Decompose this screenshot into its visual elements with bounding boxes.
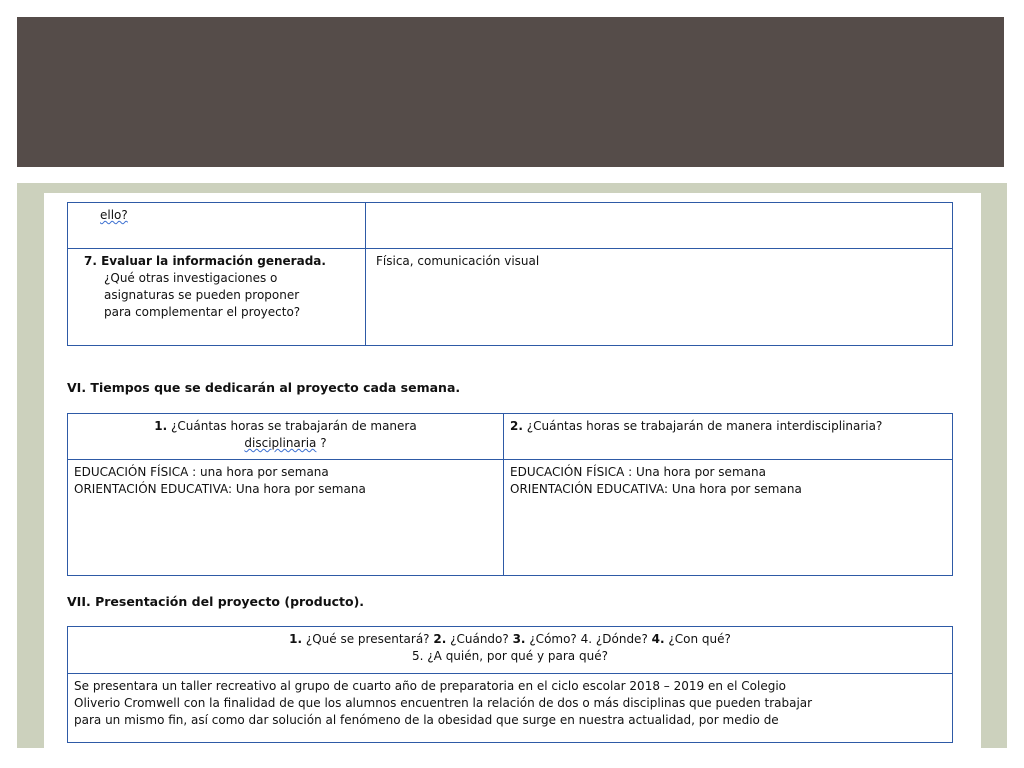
table-cell bbox=[68, 460, 504, 576]
body-line: Oliverio Cromwell con la finalidad de que los alumnos encuentren la relación de dos o más disciplinas que pueden trabajar bbox=[74, 696, 813, 710]
question-number: 2. bbox=[510, 419, 523, 433]
question-word: disciplinaria bbox=[244, 436, 317, 450]
table-cell bbox=[366, 203, 953, 249]
question-end: ? bbox=[316, 436, 327, 450]
body-line: Se presentara un taller recreativo al grupo de cuarto año de preparatoria en el ciclo escolar 2018 – 2019 en el Colegio bbox=[74, 679, 787, 693]
table-cell bbox=[68, 674, 953, 743]
table-row bbox=[68, 203, 953, 249]
step-title: 7. Evaluar la información generada. bbox=[84, 254, 326, 268]
document-page bbox=[44, 193, 981, 748]
question-line: 5. ¿A quién, por qué y para qué? bbox=[412, 649, 608, 663]
question-line: 1. ¿Qué se presentará? 2. ¿Cuándo? 3. ¿Cómo? 4. ¿Dónde? 4. ¿Con qué? bbox=[289, 632, 731, 646]
answer-line: EDUCACIÓN FÍSICA : Una hora por semana bbox=[510, 465, 766, 479]
presentation-table bbox=[67, 626, 953, 743]
table-cell bbox=[68, 249, 366, 346]
step-question-line: para complementar el proyecto? bbox=[104, 305, 301, 319]
table-row bbox=[68, 249, 953, 346]
time-table bbox=[67, 413, 953, 576]
table-row bbox=[68, 627, 953, 674]
section-heading: VI. Tiempos que se dedicarán al proyecto cada semana. bbox=[67, 380, 461, 395]
question-text: ¿Cuántas horas se trabajarán de manera interdisciplinaria? bbox=[522, 419, 883, 433]
question-text: ¿Cuántas horas se trabajarán de manera bbox=[171, 419, 417, 433]
table-header-cell bbox=[68, 414, 504, 460]
answer-line: ORIENTACIÓN EDUCATIVA: Una hora por semana bbox=[510, 482, 802, 496]
body-line: para un mismo fin, así como dar solución al fenómeno de la obesidad que surge en nuestra actualidad, por medio de bbox=[74, 713, 779, 727]
step-question-line: ¿Qué otras investigaciones o bbox=[104, 271, 278, 285]
table-row bbox=[68, 460, 953, 576]
table-row bbox=[68, 414, 953, 460]
table-row bbox=[68, 674, 953, 743]
table-header-cell bbox=[68, 627, 953, 674]
cell-text: ello? bbox=[100, 208, 128, 222]
table-cell bbox=[504, 460, 953, 576]
answer-line: ORIENTACIÓN EDUCATIVA: Una hora por semana bbox=[74, 482, 366, 496]
section-heading: VII. Presentación del proyecto (producto). bbox=[67, 594, 365, 609]
table-header-cell bbox=[504, 414, 953, 460]
evaluation-table bbox=[67, 202, 953, 346]
table-cell: Física, comunicación visual bbox=[366, 249, 953, 346]
answer-line: EDUCACIÓN FÍSICA : una hora por semana bbox=[74, 465, 329, 479]
title-band bbox=[17, 17, 1004, 167]
question-number: 1. bbox=[154, 419, 168, 433]
step-question-line: asignaturas se pueden proponer bbox=[104, 288, 300, 302]
table-cell bbox=[68, 203, 366, 249]
